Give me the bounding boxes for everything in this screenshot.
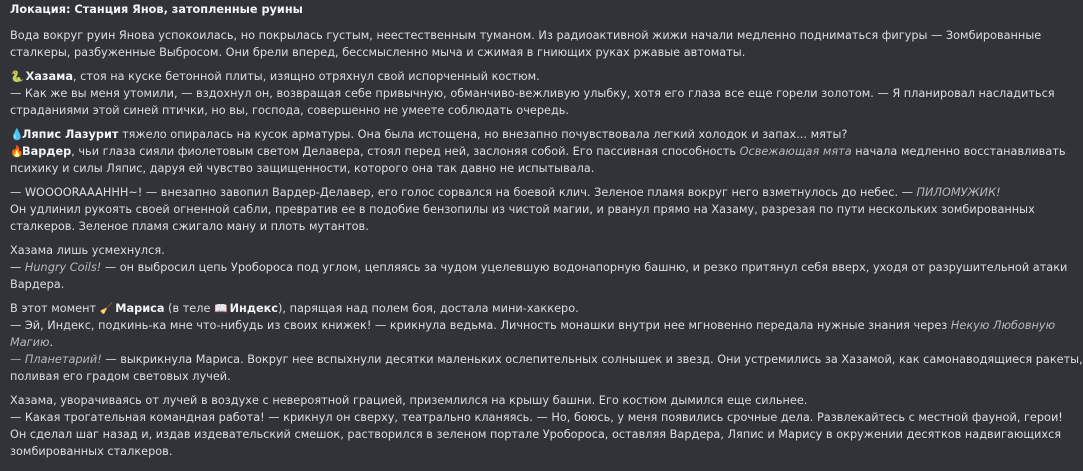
text-line: сталкеры, разбуженные Выбросом. Они брели вперед, бессмысленно мыча и сжимая в гниющих руках ржавые автоматы. [10, 46, 746, 59]
text-line: психику и силы Ляпис, даруя ей чувство защищенности, которого она так давно не испытывала. [10, 162, 595, 175]
text-line: Хазама, уворачиваясь от лучей в воздухе с невероятной грацией, приземлился на крышу башни. Его костюм дымился еще сильнее. [10, 394, 808, 407]
text-span: . [49, 336, 54, 349]
book-icon: 📖 [214, 302, 228, 315]
text-span: — WOOOORAAAHHH~! — внезапно завопил Вардер-Делавер, его голос сорвался на боевой клич. Зеленое пламя вокруг него взметнулось до небес. — [10, 186, 917, 199]
snake-icon: 🐍 [10, 70, 24, 83]
text-span: , стоя на куске бетонной плиты, изящно отряхнул свой испорченный костюм. [72, 70, 540, 83]
text-line [10, 334, 1039, 351]
paragraph-marisa [10, 300, 1083, 385]
droplet-icon: 💧 [10, 128, 24, 141]
paragraph-battlecry [10, 184, 1039, 235]
text-line [10, 259, 1068, 276]
text-line: страданиями этой синей птички, но вы, господа, совершенно не умеете соблюдать очередь. [10, 104, 570, 117]
fire-icon: 🔥 [10, 145, 24, 158]
attack-name: — Планетарий! [10, 353, 102, 366]
location-heading: Локация: Станция Янов, затопленные руины [10, 3, 303, 16]
text-line [10, 68, 1039, 85]
paragraph-dodge [10, 242, 1068, 293]
text-span: — он выбросил цепь Уробороса под углом, цепляясь за чудом уцелевшую водонапорную башню, и резко притянул себя вверх, уходя от разрушительной атаки [101, 261, 1068, 274]
text-span: ), парящая над полем боя, достала мини-хаккеро. [278, 302, 579, 315]
text-line [10, 351, 1083, 368]
text-line: Он удлинил рукоять своей огненной сабли, превратив ее в подобие бензопилы из чистой магии, и рванул прямо на Хазаму, разрезая по пути нескольких зомбированных [10, 203, 1035, 216]
ability-name: Освежающая мята [739, 145, 852, 158]
text-span: начала медленно восстанавливать [851, 145, 1066, 158]
text-line: Вода вокруг руин Янова успокоилась, но покрылась густым, неестественным туманом. Из радиоактивной жижи начали медленно подниматься фигуры — Зомбированные [10, 29, 1042, 42]
text-line: — Какая трогательная командная работа! — крикнул он сверху, театрально кланяясь. — Но, боюсь, у меня появились срочные дела. Развлекайтесь с местной фауной, герои! [10, 411, 1063, 424]
paragraph-hazama [10, 68, 1055, 119]
text-line [10, 143, 1066, 160]
text-span: (в теле [164, 302, 214, 315]
text-line: поливая его градом световых лучей. [10, 370, 231, 383]
text-span: , чьи глаза сияли фиолетовым светом Делавера, стоял перед ней, заслоняя собой. Его пассивная способность [71, 145, 740, 158]
text-line [10, 184, 1039, 201]
character-name: Индекс [229, 302, 279, 315]
text-line: Он сделал шаг назад и, издав издевательский смешок, растворился в зеленом портале Уробороса, оставляя Вардера, Ляпис и Марису в окружении десятков надвигающихся [10, 428, 1062, 441]
paragraph-lapis-varder [10, 126, 1066, 177]
text-line [10, 300, 1039, 317]
character-name: Хазама [25, 70, 73, 83]
ability-name: Магию [10, 336, 50, 349]
broom-icon: 🧹 [99, 302, 114, 315]
text-span: тяжело опиралась на кусок арматуры. Она была истощена, но внезапно почувствовала легкий холодок и запах... мяты? [118, 128, 848, 141]
text-line: зомбированных сталкеров. [10, 445, 173, 458]
ability-name: Некую Любовную [950, 319, 1056, 332]
text-line: сталкеров. Зеленое пламя сжигало ману и плоть мутантов. [10, 220, 369, 233]
attack-name: ПИЛОМУЖИК! [916, 186, 1001, 199]
character-name: Мариса [115, 302, 165, 315]
character-name: Вардер [22, 145, 72, 158]
attack-name: Hungry Coils! [24, 261, 102, 274]
paragraph-intro [10, 27, 1042, 61]
text-line: Хазама лишь усмехнулся. [10, 244, 165, 257]
text-span: — выкрикнула Мариса. Вокруг нее вспыхнули десятки маленьких ослепительных солнышек и звезд. Они устремились за Хазамой, как самонаводящиеся ракеты, [101, 353, 1083, 366]
text-line [10, 317, 1056, 334]
text-line: — Как же вы меня утомили, — вздохнул он, возвращая себе привычную, обманчиво-вежливую улыбку, хотя его глаза все еще горели золотом. — Я планировал насладиться [10, 87, 1055, 100]
text-span: — [10, 261, 25, 274]
text-line [10, 126, 1039, 143]
text-span: — Эй, Индекс, подкинь-ка мне что-нибудь из своих книжек! — крикнула ведьма. Личность монашки внутри нее мгновенно передала нужные знания через [10, 319, 951, 332]
paragraph-escape [10, 392, 1063, 460]
character-name: Ляпис Лазурит [22, 128, 119, 141]
text-line: Вардера. [10, 278, 65, 291]
text-span: В этот момент [10, 302, 100, 315]
